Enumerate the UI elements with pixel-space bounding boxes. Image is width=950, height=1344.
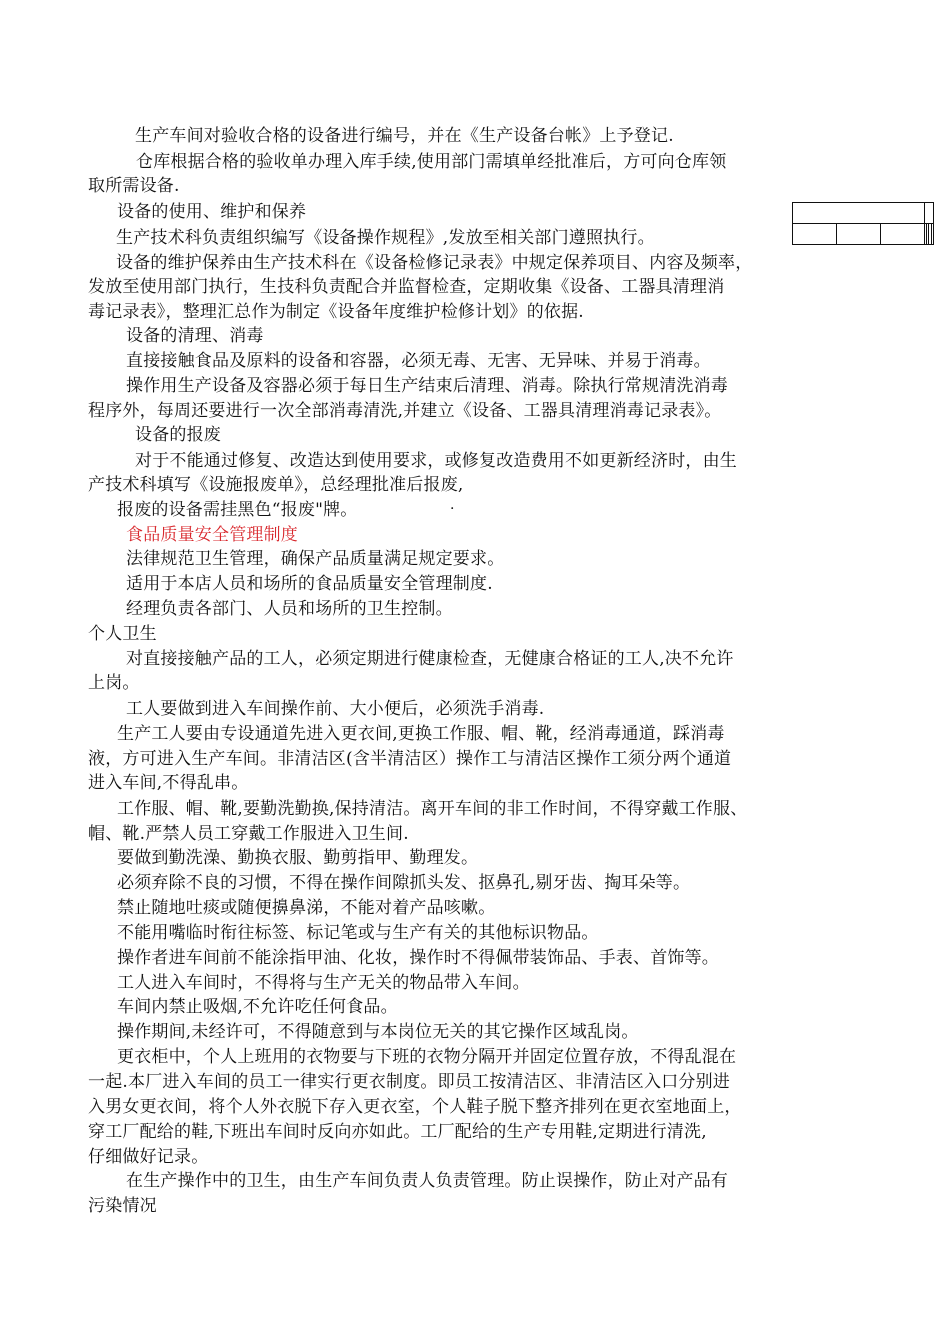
- text-line: 穿工厂配给的鞋,下班出车间时反向亦如此。工厂配给的生产专用鞋,定期进行清洗,: [88, 1122, 707, 1142]
- section-heading: 设备的使用、维护和保养: [117, 202, 307, 222]
- form-table-stub: [792, 202, 934, 245]
- text-line: 适用于本店人员和场所的食品质量安全管理制度.: [126, 574, 493, 594]
- text-line: 进入车间,不得乱串。: [88, 773, 249, 793]
- text-line: 程序外，每周还要进行一次全部消毒清洗,并建立《设备、工器具清理消毒记录表》。: [88, 401, 722, 421]
- section-title-red: 食品质量安全管理制度: [126, 525, 298, 545]
- text-line: 车间内禁止吸烟,不允许吃任何食品。: [117, 997, 398, 1017]
- stray-mark: ·: [450, 501, 455, 517]
- text-line: 工人要做到进入车间操作前、大小便后，必须洗手消毒.: [126, 699, 545, 719]
- text-line: 操作者进车间前不能涂指甲油、化妆，操作时不得佩带装饰品、手表、首饰等。: [117, 948, 719, 968]
- text-line: 取所需设备.: [88, 176, 180, 196]
- text-line: 设备的维护保养由生产技术科在《设备检修记录表》中规定保养项目、内容及频率，: [116, 253, 753, 273]
- text-line: 发放至使用部门执行，生技科负责配合并监督检查，定期收集《设备、工器具清理消: [88, 277, 725, 297]
- table-cell: [793, 203, 925, 224]
- text-line: 工人进入车间时，不得将与生产无关的物品带入车间。: [117, 973, 530, 993]
- table-cell: [931, 224, 933, 245]
- text-line: 毒记录表》，整理汇总作为制定《设备年度维护检修计划》的依据.: [88, 302, 584, 322]
- section-heading: 个人卫生: [88, 624, 157, 644]
- text-line: 在生产操作中的卫生，由生产车间负责人负责管理。防止误操作，防止对产品有: [126, 1171, 728, 1191]
- text-line: 入男女更衣间，将个人外衣脱下存入更衣室，个人鞋子脱下整齐排列在更衣室地面上，: [88, 1097, 742, 1117]
- table-cell: [793, 224, 837, 245]
- text-line: 帽、靴.严禁人员工穿戴工作服进入卫生间.: [88, 824, 409, 844]
- table-cell: [836, 224, 880, 245]
- text-line: 要做到勤洗澡、勤换衣服、勤剪指甲、勤理发。: [117, 848, 479, 868]
- text-line: 污染情况: [88, 1196, 157, 1216]
- text-line: 禁止随地吐痰或随便擤鼻涕，不能对着产品咳嗽。: [117, 898, 496, 918]
- text-line: 不能用嘴临时衔往标签、标记笔或与生产有关的其他标识物品。: [117, 923, 599, 943]
- text-line: 操作期间,未经许可，不得随意到与本岗位无关的其它操作区域乱岗。: [117, 1022, 639, 1042]
- text-line: 报废的设备需挂黑色“报废"牌。: [117, 500, 358, 520]
- table-cell: [924, 203, 933, 224]
- table-cell: [880, 224, 924, 245]
- section-heading: 设备的报废: [135, 425, 221, 445]
- text-line: 直接接触食品及原料的设备和容器，必须无毒、无害、无异味、并易于消毒。: [126, 351, 711, 371]
- text-line: 产技术科填写《设施报废单》，总经理批准后报废,: [88, 475, 464, 495]
- text-line: 对直接接触产品的工人，必须定期进行健康检查，无健康合格证的工人,决不允许: [126, 649, 734, 669]
- text-line: 仓库根据合格的验收单办理入库手续,使用部门需填单经批准后，方可向仓库领: [136, 152, 727, 172]
- section-heading: 设备的清理、消毒: [126, 326, 264, 346]
- text-line: 一起.本厂进入车间的员工一律实行更衣制度。即员工按清洁区、非清洁区入口分别进: [88, 1072, 731, 1092]
- text-line: 更衣柜中，个人上班用的衣物要与下班的衣物分隔开并固定位置存放，不得乱混在: [117, 1047, 737, 1067]
- text-line: 必须弃除不良的习惯，不得在操作间隙抓头发、抠鼻孔,剔牙齿、掏耳朵等。: [117, 873, 691, 893]
- text-line: 生产技术科负责组织编写《设备操作规程》,发放至相关部门遵照执行。: [116, 228, 655, 248]
- text-line: 液，方可进入生产车间。非清洁区(含半清洁区）操作工与清洁区操作工须分两个通道: [88, 749, 732, 769]
- text-line: 对于不能通过修复、改造达到使用要求，或修复改造费用不如更新经济时，由生: [135, 451, 737, 471]
- text-line: 法律规范卫生管理，确保产品质量满足规定要求。: [126, 549, 505, 569]
- text-line: 仔细做好记录。: [88, 1147, 209, 1167]
- text-line: 生产工人要由专设通道先进入更衣间,更换工作服、帽、靴，经消毒通道，踩消毒: [117, 724, 725, 744]
- text-line: 生产车间对验收合格的设备进行编号，并在《生产设备台帐》上予登记.: [135, 126, 674, 146]
- text-line: 工作服、帽、靴,要勤洗勤换,保持清洁。离开车间的非工作时间，不得穿戴工作服、: [117, 799, 748, 819]
- text-line: 上岗。: [88, 673, 140, 693]
- text-line: 操作用生产设备及容器必须于每日生产结束后清理、消毒。除执行常规清洗消毒: [126, 376, 728, 396]
- text-line: 经理负责各部门、人员和场所的卫生控制。: [126, 599, 453, 619]
